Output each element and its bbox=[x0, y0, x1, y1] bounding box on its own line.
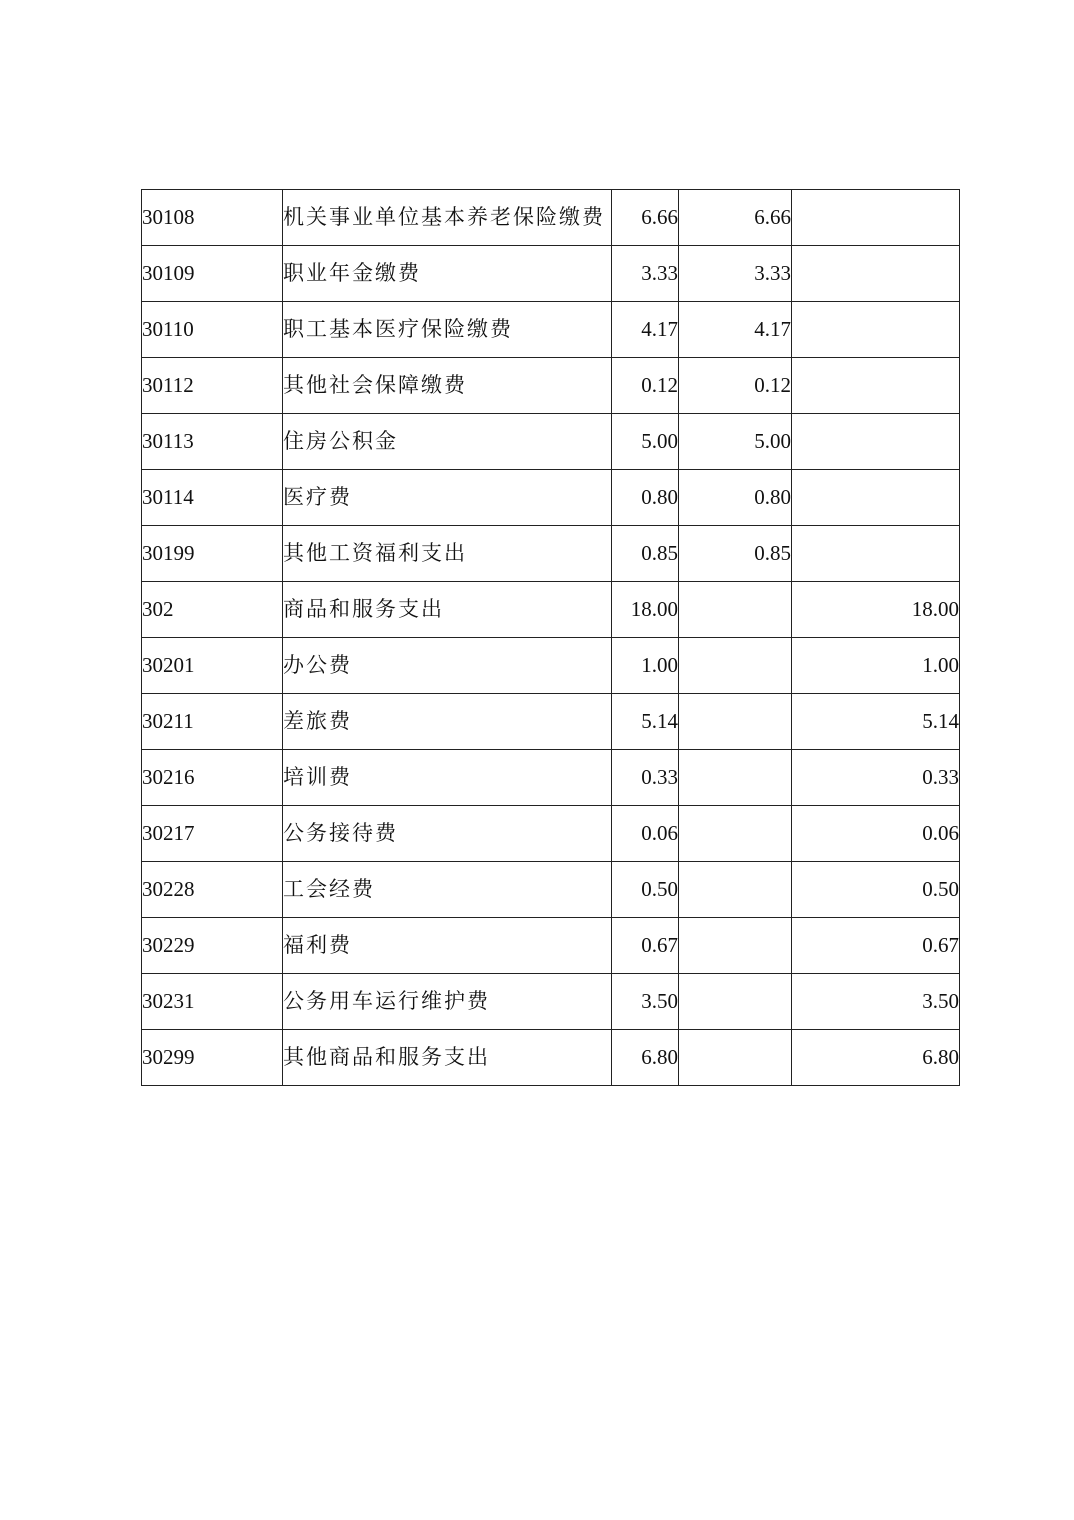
cell-total: 4.17 bbox=[612, 302, 679, 358]
table-row bbox=[142, 526, 960, 582]
cell-item-name: 医疗费 bbox=[283, 470, 612, 526]
cell-total: 0.85 bbox=[612, 526, 679, 582]
table-row bbox=[142, 918, 960, 974]
cell-item-name: 差旅费 bbox=[283, 694, 612, 750]
table-body bbox=[142, 190, 960, 1086]
cell-code: 30299 bbox=[142, 1030, 283, 1086]
cell-item-name: 其他社会保障缴费 bbox=[283, 358, 612, 414]
cell-project-expenditure: 0.06 bbox=[792, 806, 960, 862]
cell-total: 0.33 bbox=[612, 750, 679, 806]
cell-project-expenditure: 5.14 bbox=[792, 694, 960, 750]
cell-total: 3.33 bbox=[612, 246, 679, 302]
cell-total: 0.12 bbox=[612, 358, 679, 414]
cell-code: 30113 bbox=[142, 414, 283, 470]
cell-item-name: 职工基本医疗保险缴费 bbox=[283, 302, 612, 358]
table-row bbox=[142, 750, 960, 806]
cell-item-name: 工会经费 bbox=[283, 862, 612, 918]
cell-total: 0.67 bbox=[612, 918, 679, 974]
table-row bbox=[142, 806, 960, 862]
cell-project-expenditure bbox=[792, 526, 960, 582]
table-row bbox=[142, 862, 960, 918]
cell-code: 30114 bbox=[142, 470, 283, 526]
cell-code: 30199 bbox=[142, 526, 283, 582]
cell-code: 30201 bbox=[142, 638, 283, 694]
cell-project-expenditure: 3.50 bbox=[792, 974, 960, 1030]
cell-project-expenditure bbox=[792, 302, 960, 358]
cell-basic-expenditure bbox=[679, 694, 792, 750]
cell-code: 30216 bbox=[142, 750, 283, 806]
table-row bbox=[142, 358, 960, 414]
cell-total: 0.80 bbox=[612, 470, 679, 526]
table-row bbox=[142, 190, 960, 246]
cell-project-expenditure: 0.33 bbox=[792, 750, 960, 806]
cell-total: 5.14 bbox=[612, 694, 679, 750]
cell-project-expenditure bbox=[792, 358, 960, 414]
cell-total: 1.00 bbox=[612, 638, 679, 694]
cell-total: 0.50 bbox=[612, 862, 679, 918]
cell-basic-expenditure bbox=[679, 582, 792, 638]
cell-project-expenditure bbox=[792, 246, 960, 302]
cell-item-name: 培训费 bbox=[283, 750, 612, 806]
cell-basic-expenditure: 5.00 bbox=[679, 414, 792, 470]
cell-basic-expenditure bbox=[679, 1030, 792, 1086]
cell-basic-expenditure: 0.85 bbox=[679, 526, 792, 582]
table-row bbox=[142, 414, 960, 470]
cell-item-name: 办公费 bbox=[283, 638, 612, 694]
cell-code: 30108 bbox=[142, 190, 283, 246]
cell-basic-expenditure: 4.17 bbox=[679, 302, 792, 358]
cell-item-name: 机关事业单位基本养老保险缴费 bbox=[283, 190, 612, 246]
table-row bbox=[142, 470, 960, 526]
cell-item-name: 福利费 bbox=[283, 918, 612, 974]
cell-basic-expenditure bbox=[679, 974, 792, 1030]
cell-total: 5.00 bbox=[612, 414, 679, 470]
table-row bbox=[142, 974, 960, 1030]
cell-item-name: 其他商品和服务支出 bbox=[283, 1030, 612, 1086]
cell-total: 18.00 bbox=[612, 582, 679, 638]
cell-item-name: 住房公积金 bbox=[283, 414, 612, 470]
cell-code: 30109 bbox=[142, 246, 283, 302]
cell-project-expenditure bbox=[792, 190, 960, 246]
cell-code: 302 bbox=[142, 582, 283, 638]
table-row bbox=[142, 246, 960, 302]
cell-total: 6.66 bbox=[612, 190, 679, 246]
cell-total: 3.50 bbox=[612, 974, 679, 1030]
cell-basic-expenditure: 3.33 bbox=[679, 246, 792, 302]
cell-code: 30231 bbox=[142, 974, 283, 1030]
cell-project-expenditure: 1.00 bbox=[792, 638, 960, 694]
table-row bbox=[142, 302, 960, 358]
cell-code: 30228 bbox=[142, 862, 283, 918]
cell-basic-expenditure: 0.80 bbox=[679, 470, 792, 526]
cell-basic-expenditure: 6.66 bbox=[679, 190, 792, 246]
cell-item-name: 公务接待费 bbox=[283, 806, 612, 862]
cell-project-expenditure bbox=[792, 470, 960, 526]
cell-basic-expenditure bbox=[679, 806, 792, 862]
cell-project-expenditure: 0.50 bbox=[792, 862, 960, 918]
table-row bbox=[142, 582, 960, 638]
cell-basic-expenditure bbox=[679, 638, 792, 694]
cell-basic-expenditure bbox=[679, 750, 792, 806]
cell-item-name: 商品和服务支出 bbox=[283, 582, 612, 638]
table-row bbox=[142, 694, 960, 750]
cell-total: 0.06 bbox=[612, 806, 679, 862]
cell-code: 30217 bbox=[142, 806, 283, 862]
cell-basic-expenditure bbox=[679, 862, 792, 918]
cell-project-expenditure bbox=[792, 414, 960, 470]
cell-project-expenditure: 18.00 bbox=[792, 582, 960, 638]
table-row bbox=[142, 1030, 960, 1086]
cell-code: 30110 bbox=[142, 302, 283, 358]
cell-item-name: 其他工资福利支出 bbox=[283, 526, 612, 582]
table-row bbox=[142, 638, 960, 694]
cell-total: 6.80 bbox=[612, 1030, 679, 1086]
cell-code: 30112 bbox=[142, 358, 283, 414]
cell-item-name: 公务用车运行维护费 bbox=[283, 974, 612, 1030]
cell-project-expenditure: 6.80 bbox=[792, 1030, 960, 1086]
cell-item-name: 职业年金缴费 bbox=[283, 246, 612, 302]
cell-project-expenditure: 0.67 bbox=[792, 918, 960, 974]
cell-basic-expenditure bbox=[679, 918, 792, 974]
cell-basic-expenditure: 0.12 bbox=[679, 358, 792, 414]
cell-code: 30229 bbox=[142, 918, 283, 974]
cell-code: 30211 bbox=[142, 694, 283, 750]
budget-expenditure-table bbox=[141, 189, 960, 1086]
